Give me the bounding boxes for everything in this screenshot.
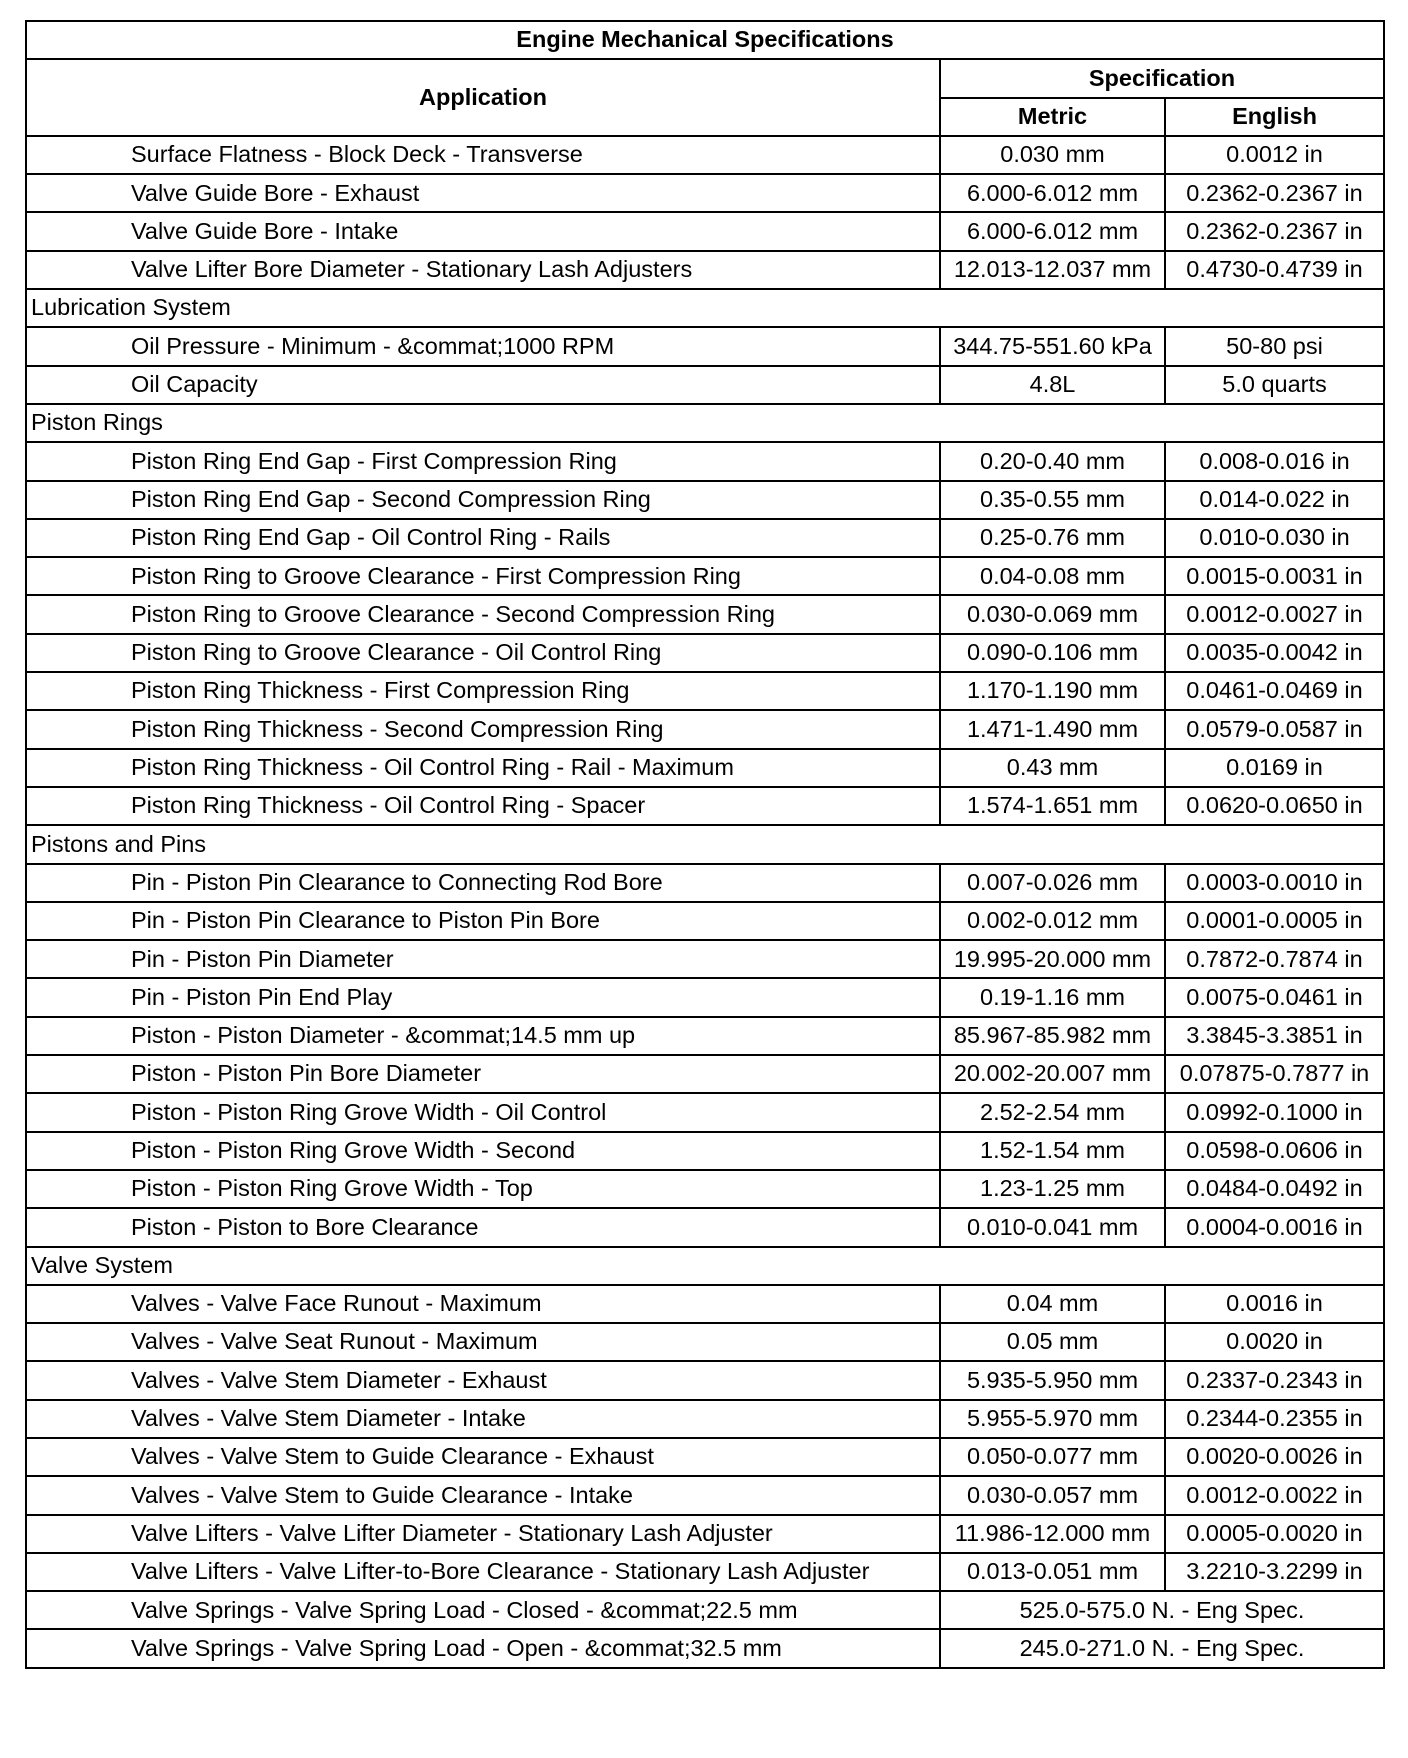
metric-cell: 6.000-6.012 mm (940, 174, 1165, 212)
application-header: Application (26, 59, 940, 136)
application-cell: Pin - Piston Pin Clearance to Piston Pin Bore (26, 902, 940, 940)
english-cell: 0.0012-0.0027 in (1165, 595, 1384, 633)
metric-cell: 1.574-1.651 mm (940, 787, 1165, 825)
application-cell: Pin - Piston Pin Clearance to Connecting Rod Bore (26, 864, 940, 902)
application-cell: Piston Ring End Gap - First Compression Ring (26, 442, 940, 480)
english-cell: 0.2362-0.2367 in (1165, 212, 1384, 250)
table-row (26, 1132, 1384, 1170)
application-cell: Piston Ring Thickness - Oil Control Ring - Spacer (26, 787, 940, 825)
table-row (26, 1055, 1384, 1093)
section-heading: Valve System (26, 1247, 1384, 1285)
table-row (26, 481, 1384, 519)
application-cell: Valves - Valve Stem Diameter - Exhaust (26, 1361, 940, 1399)
english-cell: 0.4730-0.4739 in (1165, 251, 1384, 289)
application-cell: Valve Lifters - Valve Lifter-to-Bore Clearance - Stationary Lash Adjuster (26, 1553, 940, 1591)
table-row (26, 557, 1384, 595)
table-row (26, 327, 1384, 365)
table-row (26, 1208, 1384, 1246)
metric-cell: 1.170-1.190 mm (940, 672, 1165, 710)
table-row (26, 978, 1384, 1016)
table-row (26, 710, 1384, 748)
application-cell: Valve Lifters - Valve Lifter Diameter - Stationary Lash Adjuster (26, 1515, 940, 1553)
english-cell: 50-80 psi (1165, 327, 1384, 365)
table-row (26, 1361, 1384, 1399)
english-cell: 0.0075-0.0461 in (1165, 978, 1384, 1016)
english-cell: 0.0620-0.0650 in (1165, 787, 1384, 825)
table-row (26, 136, 1384, 174)
english-cell: 0.0992-0.1000 in (1165, 1093, 1384, 1131)
metric-cell: 0.20-0.40 mm (940, 442, 1165, 480)
application-cell: Piston - Piston to Bore Clearance (26, 1208, 940, 1246)
table-row (26, 519, 1384, 557)
engine-specifications-table (25, 20, 1385, 1669)
metric-cell: 5.955-5.970 mm (940, 1400, 1165, 1438)
metric-cell: 344.75-551.60 kPa (940, 327, 1165, 365)
application-cell: Piston - Piston Ring Grove Width - Top (26, 1170, 940, 1208)
metric-cell: 0.04-0.08 mm (940, 557, 1165, 595)
metric-cell: 0.013-0.051 mm (940, 1553, 1165, 1591)
english-cell: 0.2362-0.2367 in (1165, 174, 1384, 212)
table-row (26, 787, 1384, 825)
application-cell: Piston Ring Thickness - Oil Control Ring - Rail - Maximum (26, 749, 940, 787)
metric-cell: 0.030 mm (940, 136, 1165, 174)
metric-cell: 1.23-1.25 mm (940, 1170, 1165, 1208)
table-row (26, 595, 1384, 633)
specification-header: Specification (940, 59, 1384, 97)
english-cell: 0.0169 in (1165, 749, 1384, 787)
table-row (26, 1438, 1384, 1476)
application-cell: Piston - Piston Pin Bore Diameter (26, 1055, 940, 1093)
application-cell: Valves - Valve Stem to Guide Clearance - Intake (26, 1476, 940, 1514)
english-cell: 0.0012-0.0022 in (1165, 1476, 1384, 1514)
application-cell: Piston - Piston Diameter - &commat;14.5 mm up (26, 1017, 940, 1055)
metric-cell: 5.935-5.950 mm (940, 1361, 1165, 1399)
application-cell: Pin - Piston Pin Diameter (26, 940, 940, 978)
metric-cell: 6.000-6.012 mm (940, 212, 1165, 250)
metric-cell: 1.471-1.490 mm (940, 710, 1165, 748)
section-heading: Lubrication System (26, 289, 1384, 327)
english-cell: 0.008-0.016 in (1165, 442, 1384, 480)
table-row (26, 442, 1384, 480)
application-cell: Oil Capacity (26, 366, 940, 404)
application-cell: Piston Ring to Groove Clearance - Oil Control Ring (26, 634, 940, 672)
table-row (26, 749, 1384, 787)
application-cell: Piston Ring End Gap - Oil Control Ring - Rails (26, 519, 940, 557)
application-cell: Valves - Valve Face Runout - Maximum (26, 1285, 940, 1323)
application-cell: Valve Springs - Valve Spring Load - Closed - &commat;22.5 mm (26, 1591, 940, 1629)
application-cell: Pin - Piston Pin End Play (26, 978, 940, 1016)
section-row (26, 289, 1384, 327)
specification-cell: 525.0-575.0 N. - Eng Spec. (940, 1591, 1384, 1629)
application-cell: Piston - Piston Ring Grove Width - Second (26, 1132, 940, 1170)
section-heading: Pistons and Pins (26, 825, 1384, 863)
metric-cell: 0.030-0.069 mm (940, 595, 1165, 633)
table-row (26, 864, 1384, 902)
application-cell: Valve Guide Bore - Exhaust (26, 174, 940, 212)
title-row (26, 21, 1384, 59)
table-row (26, 1285, 1384, 1323)
english-cell: 0.0035-0.0042 in (1165, 634, 1384, 672)
application-cell: Valve Springs - Valve Spring Load - Open - &commat;32.5 mm (26, 1629, 940, 1667)
section-row (26, 825, 1384, 863)
metric-cell: 85.967-85.982 mm (940, 1017, 1165, 1055)
application-cell: Valve Guide Bore - Intake (26, 212, 940, 250)
english-cell: 0.07875-0.7877 in (1165, 1055, 1384, 1093)
metric-cell: 0.43 mm (940, 749, 1165, 787)
english-cell: 0.7872-0.7874 in (1165, 940, 1384, 978)
application-cell: Piston Ring to Groove Clearance - Second Compression Ring (26, 595, 940, 633)
english-cell: 0.0001-0.0005 in (1165, 902, 1384, 940)
metric-cell: 0.19-1.16 mm (940, 978, 1165, 1016)
table-row (26, 1629, 1384, 1667)
metric-cell: 20.002-20.007 mm (940, 1055, 1165, 1093)
header-row (26, 59, 1384, 97)
metric-cell: 4.8L (940, 366, 1165, 404)
table-row (26, 212, 1384, 250)
english-cell: 0.010-0.030 in (1165, 519, 1384, 557)
section-row (26, 1247, 1384, 1285)
application-cell: Piston Ring Thickness - Second Compression Ring (26, 710, 940, 748)
english-cell: 3.2210-3.2299 in (1165, 1553, 1384, 1591)
section-heading: Piston Rings (26, 404, 1384, 442)
metric-cell: 0.002-0.012 mm (940, 902, 1165, 940)
metric-cell: 11.986-12.000 mm (940, 1515, 1165, 1553)
english-cell: 5.0 quarts (1165, 366, 1384, 404)
table-row (26, 1515, 1384, 1553)
application-cell: Valves - Valve Stem Diameter - Intake (26, 1400, 940, 1438)
application-cell: Surface Flatness - Block Deck - Transverse (26, 136, 940, 174)
table-row (26, 1591, 1384, 1629)
table-row (26, 634, 1384, 672)
english-cell: 0.0020-0.0026 in (1165, 1438, 1384, 1476)
application-cell: Piston Ring End Gap - Second Compression Ring (26, 481, 940, 519)
english-cell: 0.0598-0.0606 in (1165, 1132, 1384, 1170)
english-cell: 0.0003-0.0010 in (1165, 864, 1384, 902)
english-cell: 0.0579-0.0587 in (1165, 710, 1384, 748)
specification-cell: 245.0-271.0 N. - Eng Spec. (940, 1629, 1384, 1667)
table-row (26, 672, 1384, 710)
metric-header: Metric (940, 98, 1165, 136)
english-header: English (1165, 98, 1384, 136)
metric-cell: 0.007-0.026 mm (940, 864, 1165, 902)
metric-cell: 19.995-20.000 mm (940, 940, 1165, 978)
english-cell: 0.2337-0.2343 in (1165, 1361, 1384, 1399)
application-cell: Valves - Valve Stem to Guide Clearance - Exhaust (26, 1438, 940, 1476)
table-body (26, 136, 1384, 1668)
metric-cell: 0.35-0.55 mm (940, 481, 1165, 519)
metric-cell: 0.010-0.041 mm (940, 1208, 1165, 1246)
table-title: Engine Mechanical Specifications (26, 21, 1384, 59)
english-cell: 0.0461-0.0469 in (1165, 672, 1384, 710)
table-row (26, 940, 1384, 978)
table-row (26, 251, 1384, 289)
english-cell: 0.2344-0.2355 in (1165, 1400, 1384, 1438)
english-cell: 0.0012 in (1165, 136, 1384, 174)
english-cell: 0.0015-0.0031 in (1165, 557, 1384, 595)
section-row (26, 404, 1384, 442)
english-cell: 3.3845-3.3851 in (1165, 1017, 1384, 1055)
table-row (26, 1017, 1384, 1055)
metric-cell: 0.030-0.057 mm (940, 1476, 1165, 1514)
english-cell: 0.0016 in (1165, 1285, 1384, 1323)
metric-cell: 0.05 mm (940, 1323, 1165, 1361)
table-row (26, 1400, 1384, 1438)
application-cell: Oil Pressure - Minimum - &commat;1000 RPM (26, 327, 940, 365)
table-row (26, 1476, 1384, 1514)
metric-cell: 2.52-2.54 mm (940, 1093, 1165, 1131)
english-cell: 0.0484-0.0492 in (1165, 1170, 1384, 1208)
table-row (26, 1093, 1384, 1131)
application-cell: Valves - Valve Seat Runout - Maximum (26, 1323, 940, 1361)
metric-cell: 0.04 mm (940, 1285, 1165, 1323)
metric-cell: 0.050-0.077 mm (940, 1438, 1165, 1476)
table-row (26, 1323, 1384, 1361)
metric-cell: 0.25-0.76 mm (940, 519, 1165, 557)
application-cell: Piston Ring Thickness - First Compression Ring (26, 672, 940, 710)
english-cell: 0.0004-0.0016 in (1165, 1208, 1384, 1246)
application-cell: Piston - Piston Ring Grove Width - Oil Control (26, 1093, 940, 1131)
english-cell: 0.0020 in (1165, 1323, 1384, 1361)
english-cell: 0.0005-0.0020 in (1165, 1515, 1384, 1553)
table-row (26, 366, 1384, 404)
application-cell: Valve Lifter Bore Diameter - Stationary Lash Adjusters (26, 251, 940, 289)
table-row (26, 1170, 1384, 1208)
application-cell: Piston Ring to Groove Clearance - First Compression Ring (26, 557, 940, 595)
english-cell: 0.014-0.022 in (1165, 481, 1384, 519)
metric-cell: 1.52-1.54 mm (940, 1132, 1165, 1170)
metric-cell: 0.090-0.106 mm (940, 634, 1165, 672)
table-row (26, 1553, 1384, 1591)
metric-cell: 12.013-12.037 mm (940, 251, 1165, 289)
table-row (26, 902, 1384, 940)
table-row (26, 174, 1384, 212)
